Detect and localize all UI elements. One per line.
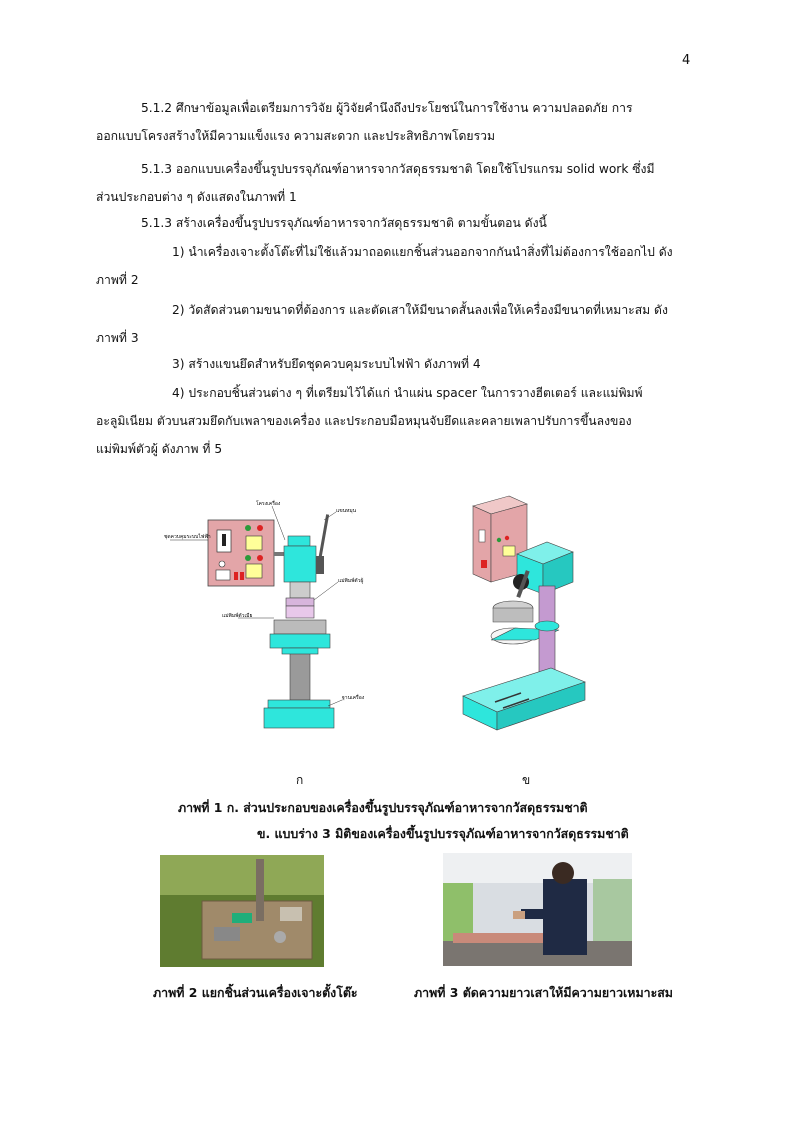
- figure-1-caption-line-1: ภาพที่ 1 ก. ส่วนประกอบของเครื่องขึ้นรูปบรรจุภัณฑ์อาหารจากวัสดุธรรมชาติ: [178, 800, 588, 815]
- meter: [216, 570, 230, 580]
- column-collar: [282, 648, 318, 654]
- step-2-line-2: ภาพที่ 3: [96, 331, 139, 345]
- metal-part-1: [214, 927, 240, 941]
- figure-3-photo: [443, 853, 632, 966]
- step-2-line-1: 2) วัดสัดส่วนตามขนาดที่ต้องการ และตัดเสาให้มีขนาดสั้นลงเพื่อให้เครื่องมีขนาดที่เหมาะสม ดัง: [172, 303, 668, 317]
- switch-lever: [222, 534, 226, 546]
- handle-lever: [318, 514, 329, 562]
- callout-line-arm: [324, 512, 336, 520]
- worker-head: [552, 862, 574, 884]
- figure-1b-3d-drawing: [455, 490, 595, 750]
- fuse-2: [240, 572, 244, 580]
- lamp-green-3d: [497, 538, 501, 542]
- worker-arm: [521, 909, 551, 919]
- mold-body-3d: [493, 608, 533, 622]
- callout-control: ชุดควบคุมระบบไฟฟ้า: [164, 534, 211, 540]
- machine-base: [264, 708, 334, 728]
- figure-2-caption: ภาพที่ 2 แยกชิ้นส่วนเครื่องเจาะตั้งโต๊ะ: [153, 985, 358, 1000]
- step-1-line-1: 1) นำเครื่องเจาะตั้งโต๊ะที่ไม่ใช้แล้วมาถอดแยกชิ้นส่วนออกจากกันนำสิ่งที่ไม่ต้องการใช้ออกไป ดัง: [172, 245, 673, 259]
- controller-3d: [503, 546, 515, 556]
- step-4-line-3: แม่พิมพ์ตัวผู้ ดังภาพ ที่ 5: [96, 442, 223, 456]
- figure-3-caption: ภาพที่ 3 ตัดความยาวเสาให้มีความยาวเหมาะสม: [414, 985, 673, 1000]
- column-3d: [539, 586, 555, 682]
- paragraph-5-1-3-design-line-1: 5.1.3 ออกแบบเครื่องขึ้นรูปบรรจุภัณฑ์อาหารจากวัสดุธรรมชาติ โดยใช้โปรแกรม solid work ซึ่งมี: [141, 162, 655, 176]
- red-lamp-2: [257, 555, 263, 561]
- grass-far: [160, 855, 324, 895]
- green-lamp-2: [245, 555, 251, 561]
- column-post: [256, 859, 264, 921]
- metal-ring: [274, 931, 286, 943]
- column-collar-3d: [535, 621, 559, 631]
- base-top: [268, 700, 330, 708]
- lamp-red-3d: [505, 536, 509, 540]
- callout-line-male: [314, 582, 338, 600]
- workbench: [443, 941, 632, 966]
- callout-base: ฐานเครื่อง: [342, 695, 365, 701]
- callout-female-mold: แม่พิมพ์ตัวเมีย: [222, 613, 253, 619]
- callout-frame: โครงเครื่อง: [256, 501, 281, 507]
- temperature-controller-2: [246, 564, 262, 578]
- paragraph-5-1-2-line-2: ออกแบบโครงสร้างให้มีความแข็งแรง ความสะดวก และประสิทธิภาพโดยรวม: [96, 129, 495, 143]
- column: [290, 648, 310, 700]
- step-1-line-2: ภาพที่ 2: [96, 273, 139, 287]
- paragraph-5-1-3-build: 5.1.3 สร้างเครื่องขึ้นรูปบรรจุภัณฑ์อาหารจากวัสดุธรรมชาติ ตามขั้นตอน ดังนี้: [141, 216, 547, 230]
- figure-1a-component-drawing: [160, 500, 365, 735]
- fuse-3d: [481, 560, 487, 568]
- step-3: 3) สร้างแขนยึดสำหรับยึดชุดควบคุมระบบไฟฟ้า ดังภาพที่ 4: [172, 357, 481, 371]
- control-box-side: [473, 506, 491, 582]
- paragraph-5-1-2-line-1: 5.1.2 ศึกษาข้อมูลเพื่อเตรียมการวิจัย ผู้วิจัยคำนึงถึงประโยชน์ในการใช้งาน ความปลอดภัย การ: [141, 101, 633, 115]
- mold-heater: [286, 606, 314, 618]
- window-right: [593, 879, 632, 949]
- switch-3d: [479, 530, 485, 542]
- figure-1-label-a: ก: [296, 773, 304, 787]
- head-top: [288, 536, 310, 546]
- drill-head: [284, 546, 316, 582]
- male-mold: [286, 598, 314, 606]
- metal-part-2: [280, 907, 302, 921]
- page-number: 4: [682, 53, 691, 68]
- green-lamp: [245, 525, 251, 531]
- step-4-line-1: 4) ประกอบชิ้นส่วนต่าง ๆ ที่เตรียมไว้ได้แก่ นำแผ่น spacer ในการวางฮีตเตอร์ และแม่พิมพ์: [172, 386, 643, 400]
- spindle: [290, 582, 310, 598]
- worker-hand: [513, 911, 525, 919]
- female-mold: [274, 620, 326, 634]
- temperature-controller-1: [246, 536, 262, 550]
- workshop-ceiling: [443, 853, 632, 883]
- red-lamp: [257, 525, 263, 531]
- pilot-light: [219, 561, 225, 567]
- callout-male-mold: แม่พิมพ์ตัวผู้: [338, 578, 364, 584]
- work-table: [270, 634, 330, 648]
- figure-1-caption-line-2: ข. แบบร่าง 3 มิติของเครื่องขึ้นรูปบรรจุภัณฑ์อาหารจากวัสดุธรรมชาติ: [257, 826, 629, 841]
- figure-1-label-b: ข: [522, 773, 531, 787]
- step-4-line-2: อะลูมิเนียม ตัวบนสวมยึดกับเพลาของเครื่อง และประกอบมือหมุนจับยึดและคลายเพลาปรับการขึ้นลงของ: [96, 414, 632, 428]
- fuse-1: [234, 572, 238, 580]
- green-part: [232, 913, 252, 923]
- callout-arm: แขนหมุน: [336, 508, 357, 514]
- figure-2-photo: [160, 855, 324, 967]
- paragraph-5-1-3-design-line-2: ส่วนประกอบต่าง ๆ ดังแสดงในภาพที่ 1: [96, 190, 297, 204]
